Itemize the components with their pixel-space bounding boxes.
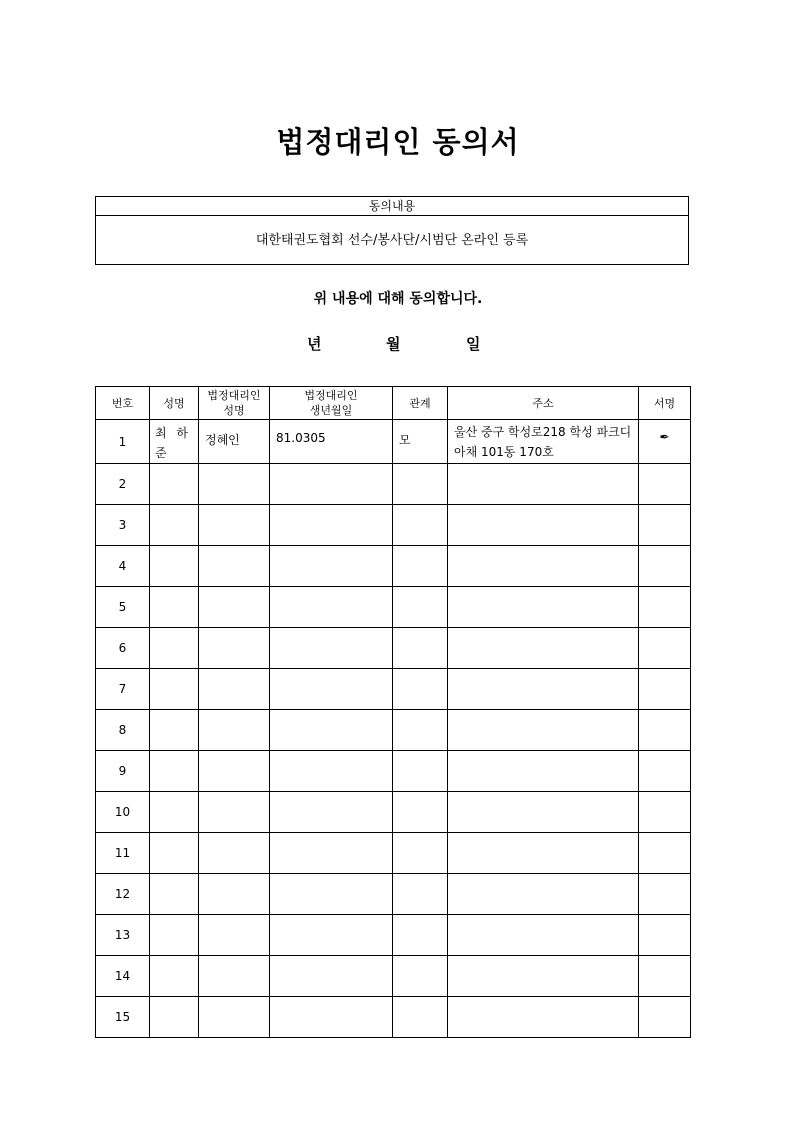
cell-guardian-name — [199, 505, 270, 546]
cell-relation — [393, 792, 448, 833]
cell-signature — [639, 587, 691, 628]
cell-no: 12 — [96, 874, 150, 915]
consent-body: 대한태권도협회 선수/봉사단/시범단 온라인 등록 — [255, 233, 529, 248]
cell-signature — [639, 997, 691, 1038]
cell-relation — [393, 587, 448, 628]
cell-relation — [393, 628, 448, 669]
date-year-label: 년 — [307, 335, 322, 353]
cell-address — [448, 628, 639, 669]
cell-relation — [393, 833, 448, 874]
cell-address — [448, 792, 639, 833]
table-row — [96, 587, 691, 628]
cell-no: 1 — [96, 420, 150, 464]
cell-address — [448, 956, 639, 997]
cell-address — [448, 915, 639, 956]
cell-guardian-birth — [270, 710, 393, 751]
cell-relation — [393, 669, 448, 710]
table-row — [96, 710, 691, 751]
consent-box — [95, 196, 689, 265]
cell-guardian-birth — [270, 874, 393, 915]
table-row — [96, 956, 691, 997]
cell-no: 15 — [96, 997, 150, 1038]
cell-name — [150, 710, 199, 751]
cell-signature — [639, 956, 691, 997]
cell-guardian-name — [199, 874, 270, 915]
cell-name — [150, 464, 199, 505]
table-header-row — [96, 387, 691, 420]
cell-guardian-birth — [270, 915, 393, 956]
cell-name — [150, 792, 199, 833]
cell-name — [150, 505, 199, 546]
table-row — [96, 505, 691, 546]
cell-signature — [639, 505, 691, 546]
cell-address — [448, 464, 639, 505]
table-row — [96, 833, 691, 874]
cell-guardian-birth: 81.0305 — [270, 420, 393, 464]
cell-name — [150, 628, 199, 669]
cell-no: 13 — [96, 915, 150, 956]
header-name: 성명 — [150, 387, 199, 420]
cell-guardian-name: 정혜인 — [199, 420, 270, 464]
cell-relation — [393, 464, 448, 505]
cell-relation — [393, 956, 448, 997]
cell-name — [150, 997, 199, 1038]
cell-signature: ✒ — [639, 420, 691, 464]
cell-address — [448, 710, 639, 751]
cell-guardian-birth — [270, 464, 393, 505]
table-row — [96, 420, 691, 464]
cell-name — [150, 833, 199, 874]
cell-guardian-name — [199, 751, 270, 792]
date-month-label: 월 — [386, 335, 401, 353]
cell-name — [150, 874, 199, 915]
cell-relation — [393, 505, 448, 546]
cell-guardian-birth — [270, 546, 393, 587]
cell-no: 8 — [96, 710, 150, 751]
header-guardian-name: 법정대리인 성명 — [199, 387, 270, 420]
cell-signature — [639, 915, 691, 956]
cell-no: 3 — [96, 505, 150, 546]
cell-signature — [639, 464, 691, 505]
cell-no: 11 — [96, 833, 150, 874]
date-day-label: 일 — [466, 335, 481, 353]
cell-guardian-name — [199, 956, 270, 997]
header-guardian-birth: 법정대리인 생년월일 — [270, 387, 393, 420]
cell-signature — [639, 751, 691, 792]
cell-signature — [639, 874, 691, 915]
cell-relation — [393, 546, 448, 587]
cell-name — [150, 751, 199, 792]
header-address: 주소 — [448, 387, 639, 420]
cell-address — [448, 587, 639, 628]
cell-name — [150, 587, 199, 628]
cell-guardian-name — [199, 792, 270, 833]
cell-signature — [639, 833, 691, 874]
table-row — [96, 997, 691, 1038]
cell-no: 5 — [96, 587, 150, 628]
cell-address — [448, 997, 639, 1038]
cell-guardian-name — [199, 833, 270, 874]
cell-guardian-name — [199, 669, 270, 710]
cell-guardian-name — [199, 915, 270, 956]
cell-name — [150, 669, 199, 710]
cell-no: 9 — [96, 751, 150, 792]
cell-relation — [393, 915, 448, 956]
cell-address — [448, 669, 639, 710]
cell-guardian-name — [199, 464, 270, 505]
cell-no: 7 — [96, 669, 150, 710]
cell-guardian-birth — [270, 956, 393, 997]
cell-signature — [639, 546, 691, 587]
cell-no: 10 — [96, 792, 150, 833]
header-relation: 관계 — [393, 387, 448, 420]
cell-address — [448, 505, 639, 546]
cell-guardian-birth — [270, 751, 393, 792]
cell-address — [448, 546, 639, 587]
cell-guardian-name — [199, 587, 270, 628]
document-title: 법정대리인 동의서 — [276, 125, 520, 159]
table-row — [96, 751, 691, 792]
table-row — [96, 546, 691, 587]
cell-relation — [393, 751, 448, 792]
table-row — [96, 628, 691, 669]
cell-no: 4 — [96, 546, 150, 587]
cell-no: 14 — [96, 956, 150, 997]
cell-guardian-birth — [270, 833, 393, 874]
cell-relation — [393, 710, 448, 751]
cell-guardian-birth — [270, 792, 393, 833]
cell-guardian-birth — [270, 669, 393, 710]
cell-guardian-name — [199, 997, 270, 1038]
cell-address — [448, 874, 639, 915]
table-row — [96, 464, 691, 505]
cell-name — [150, 546, 199, 587]
cell-address: 울산 중구 학성로218 학성 파크디아채 101동 170호 — [448, 420, 639, 464]
cell-relation — [393, 997, 448, 1038]
cell-name — [150, 915, 199, 956]
cell-name: 최 하 준 — [150, 420, 199, 464]
cell-guardian-birth — [270, 628, 393, 669]
cell-address — [448, 751, 639, 792]
cell-guardian-name — [199, 546, 270, 587]
cell-guardian-name — [199, 710, 270, 751]
cell-signature — [639, 792, 691, 833]
header-no: 번호 — [96, 387, 150, 420]
table-row — [96, 874, 691, 915]
cell-no: 2 — [96, 464, 150, 505]
cell-guardian-birth — [270, 587, 393, 628]
cell-relation: 모 — [393, 420, 448, 464]
cell-address — [448, 833, 639, 874]
table-row — [96, 792, 691, 833]
agreement-statement: 위 내용에 대해 동의합니다. — [313, 291, 483, 307]
cell-guardian-birth — [270, 505, 393, 546]
table-row — [96, 915, 691, 956]
cell-signature — [639, 628, 691, 669]
cell-signature — [639, 710, 691, 751]
cell-name — [150, 956, 199, 997]
cell-guardian-name — [199, 628, 270, 669]
header-signature: 서명 — [639, 387, 691, 420]
cell-no: 6 — [96, 628, 150, 669]
table-row — [96, 669, 691, 710]
consent-header: 동의내용 — [96, 197, 688, 216]
guardian-consent-table — [95, 386, 691, 1038]
cell-guardian-birth — [270, 997, 393, 1038]
cell-signature — [639, 669, 691, 710]
cell-relation — [393, 874, 448, 915]
